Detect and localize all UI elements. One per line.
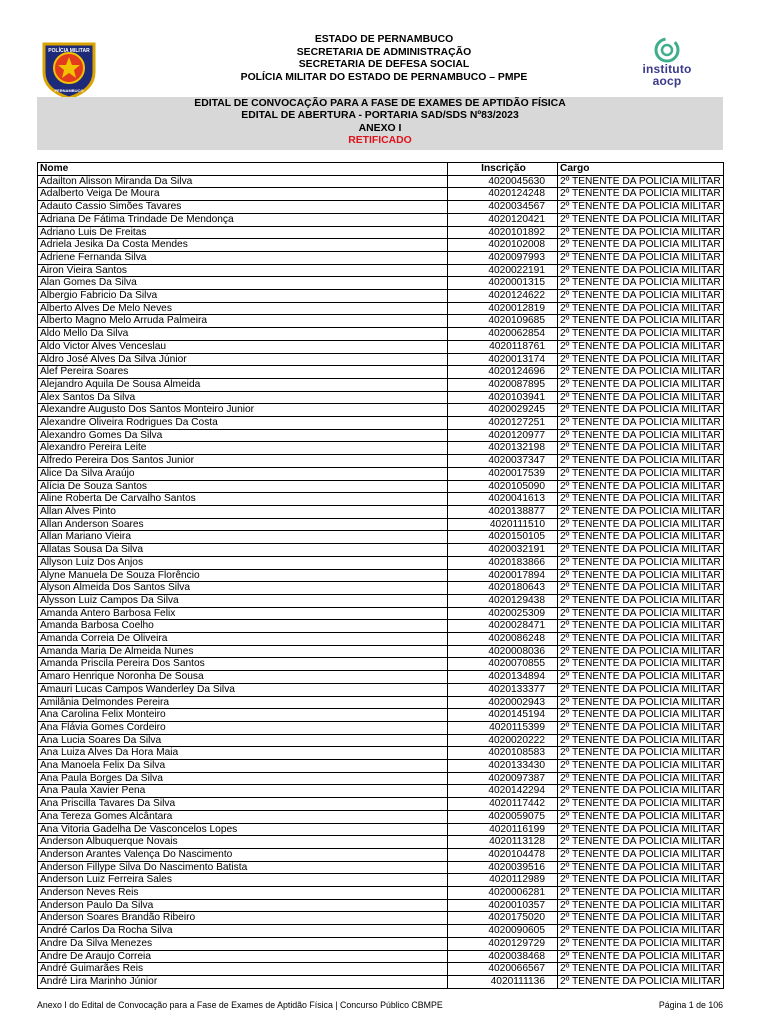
cell-nome: Amauri Lucas Campos Wanderley Da Silva [38, 683, 448, 696]
cell-cargo: 2º TENENTE DA POLÍCIA MILITAR [558, 582, 724, 595]
cell-nome: Aldro José Alves Da Silva Júnior [38, 353, 448, 366]
table-row [38, 340, 724, 353]
table-row [38, 976, 724, 989]
cell-nome: Airon Vieira Santos [38, 264, 448, 277]
page-number: Página 1 de 106 [658, 1000, 723, 1010]
cell-cargo: 2º TENENTE DA POLÍCIA MILITAR [558, 531, 724, 544]
header-line-defense: SECRETARIA DE DEFESA SOCIAL [298, 59, 470, 71]
cell-cargo: 2º TENENTE DA POLÍCIA MILITAR [558, 480, 724, 493]
cell-nome: Anderson Fillype Silva Do Nascimento Batista [38, 861, 448, 874]
cell-nome: Ana Paula Xavier Pena [38, 785, 448, 798]
cell-nome: Anderson Neves Reis [38, 887, 448, 900]
cell-inscricao: 4020037347 [448, 455, 558, 468]
cell-inscricao: 4020118761 [448, 340, 558, 353]
table-header-row [38, 163, 724, 176]
cell-nome: Anderson Albuquerque Novais [38, 836, 448, 849]
table-row [38, 378, 724, 391]
cell-inscricao: 4020124248 [448, 188, 558, 201]
cell-inscricao: 4020010357 [448, 899, 558, 912]
table-row [38, 226, 724, 239]
cell-inscricao: 4020115399 [448, 721, 558, 734]
cell-cargo: 2º TENENTE DA POLÍCIA MILITAR [558, 937, 724, 950]
cell-nome: Ana Flávia Gomes Cordeiro [38, 721, 448, 734]
table-row [38, 544, 724, 557]
footer-caption: Anexo I do Edital de Convocação para a Fase de Exames de Aptidão Física | Concurso Público CBMPE [37, 1000, 443, 1010]
cell-cargo: 2º TENENTE DA POLÍCIA MILITAR [558, 239, 724, 252]
instituto-aocp-logo [632, 37, 702, 97]
cell-cargo: 2º TENENTE DA POLÍCIA MILITAR [558, 429, 724, 442]
cell-inscricao: 4020116199 [448, 823, 558, 836]
cell-cargo: 2º TENENTE DA POLÍCIA MILITAR [558, 836, 724, 849]
table-row [38, 302, 724, 315]
table-row [38, 633, 724, 646]
cell-nome: Alexandro Gomes Da Silva [38, 429, 448, 442]
cell-inscricao: 4020006281 [448, 887, 558, 900]
table-row [38, 442, 724, 455]
cell-inscricao: 4020112989 [448, 874, 558, 887]
table-row [38, 925, 724, 938]
cell-cargo: 2º TENENTE DA POLÍCIA MILITAR [558, 798, 724, 811]
table-row [38, 810, 724, 823]
table-row [38, 937, 724, 950]
cell-nome: Alberto Magno Melo Arruda Palmeira [38, 315, 448, 328]
table-row [38, 277, 724, 290]
cell-nome: Andre Da Silva Menezes [38, 937, 448, 950]
table-row [38, 696, 724, 709]
cell-nome: Adailton Alisson Miranda Da Silva [38, 175, 448, 188]
table-row [38, 607, 724, 620]
header-line-admin: SECRETARIA DE ADMINISTRAÇÃO [296, 46, 472, 58]
cell-nome: Aline Roberta De Carvalho Santos [38, 493, 448, 506]
cell-inscricao: 4020145194 [448, 709, 558, 722]
table-row [38, 671, 724, 684]
cell-inscricao: 4020013174 [448, 353, 558, 366]
table-row [38, 429, 724, 442]
cell-cargo: 2º TENENTE DA POLÍCIA MILITAR [558, 709, 724, 722]
table-row [38, 645, 724, 658]
cell-inscricao: 4020134894 [448, 671, 558, 684]
cell-nome: Amanda Barbosa Coelho [38, 620, 448, 633]
cell-inscricao: 4020034567 [448, 201, 558, 214]
cell-inscricao: 4020129438 [448, 594, 558, 607]
cell-inscricao: 4020133377 [448, 683, 558, 696]
cell-cargo: 2º TENENTE DA POLÍCIA MILITAR [558, 353, 724, 366]
cell-inscricao: 4020097387 [448, 772, 558, 785]
cell-cargo: 2º TENENTE DA POLÍCIA MILITAR [558, 620, 724, 633]
cell-nome: Alexandro Pereira Leite [38, 442, 448, 455]
cell-nome: Adalberto Veiga De Moura [38, 188, 448, 201]
cell-inscricao: 4020120977 [448, 429, 558, 442]
cell-cargo: 2º TENENTE DA POLÍCIA MILITAR [558, 976, 724, 989]
cell-nome: Amanda Priscila Pereira Dos Santos [38, 658, 448, 671]
edital-title: EDITAL DE CONVOCAÇÃO PARA A FASE DE EXAMES DE APTIDÃO FÍSICA [194, 98, 566, 109]
cell-cargo: 2º TENENTE DA POLÍCIA MILITAR [558, 594, 724, 607]
table-row [38, 455, 724, 468]
cell-inscricao: 4020066567 [448, 963, 558, 976]
cell-nome: Ana Manoela Felix Da Silva [38, 760, 448, 773]
cell-inscricao: 4020001315 [448, 277, 558, 290]
table-row [38, 175, 724, 188]
cell-nome: Adauto Cassio Simões Tavares [38, 201, 448, 214]
cell-inscricao: 4020102008 [448, 239, 558, 252]
cell-inscricao: 4020142294 [448, 785, 558, 798]
cell-cargo: 2º TENENTE DA POLÍCIA MILITAR [558, 810, 724, 823]
cell-inscricao: 4020104478 [448, 848, 558, 861]
table-row [38, 480, 724, 493]
cell-nome: Alícia De Souza Santos [38, 480, 448, 493]
table-row [38, 785, 724, 798]
cell-inscricao: 4020008036 [448, 645, 558, 658]
header-line-pmpe: POLÍCIA MILITAR DO ESTADO DE PERNAMBUCO – PMPE [240, 71, 528, 83]
table-row [38, 353, 724, 366]
cell-cargo: 2º TENENTE DA POLÍCIA MILITAR [558, 861, 724, 874]
table-row [38, 366, 724, 379]
svg-text:POLÍCIA MILITAR: POLÍCIA MILITAR [48, 48, 90, 54]
cell-inscricao: 4020032191 [448, 544, 558, 557]
aocp-text-line1: instituto [642, 62, 692, 76]
cell-nome: Alberto Alves De Melo Neves [38, 302, 448, 315]
table-row [38, 569, 724, 582]
cell-inscricao: 4020138877 [448, 505, 558, 518]
cell-cargo: 2º TENENTE DA POLÍCIA MILITAR [558, 633, 724, 646]
cell-nome: Alex Santos Da Silva [38, 391, 448, 404]
table-row [38, 963, 724, 976]
table-row [38, 848, 724, 861]
aocp-mark-icon [654, 37, 680, 63]
cell-cargo: 2º TENENTE DA POLÍCIA MILITAR [558, 823, 724, 836]
cell-cargo: 2º TENENTE DA POLÍCIA MILITAR [558, 264, 724, 277]
cell-inscricao: 4020017539 [448, 467, 558, 480]
cell-nome: Alyne Manuela De Souza Florêncio [38, 569, 448, 582]
cell-cargo: 2º TENENTE DA POLÍCIA MILITAR [558, 569, 724, 582]
cell-cargo: 2º TENENTE DA POLÍCIA MILITAR [558, 467, 724, 480]
cell-inscricao: 4020113128 [448, 836, 558, 849]
cell-inscricao: 4020028471 [448, 620, 558, 633]
table-row [38, 823, 724, 836]
cell-inscricao: 4020109685 [448, 315, 558, 328]
cell-inscricao: 4020045630 [448, 175, 558, 188]
cell-cargo: 2º TENENTE DA POLÍCIA MILITAR [558, 544, 724, 557]
cell-cargo: 2º TENENTE DA POLÍCIA MILITAR [558, 226, 724, 239]
cell-cargo: 2º TENENTE DA POLÍCIA MILITAR [558, 505, 724, 518]
cell-inscricao: 4020039516 [448, 861, 558, 874]
table-row [38, 861, 724, 874]
cell-cargo: 2º TENENTE DA POLÍCIA MILITAR [558, 950, 724, 963]
organization-header [150, 34, 618, 84]
cell-cargo: 2º TENENTE DA POLÍCIA MILITAR [558, 315, 724, 328]
cell-inscricao: 4020029245 [448, 404, 558, 417]
table-row [38, 760, 724, 773]
table-row [38, 836, 724, 849]
table-row [38, 747, 724, 760]
cell-inscricao: 4020041613 [448, 493, 558, 506]
cell-nome: Albergio Fabricio Da Silva [38, 290, 448, 303]
table-row [38, 201, 724, 214]
cell-cargo: 2º TENENTE DA POLÍCIA MILITAR [558, 277, 724, 290]
table-row [38, 709, 724, 722]
cell-nome: Allyson Luiz Dos Anjos [38, 556, 448, 569]
cell-cargo: 2º TENENTE DA POLÍCIA MILITAR [558, 366, 724, 379]
table-row [38, 417, 724, 430]
cell-inscricao: 4020101892 [448, 226, 558, 239]
cell-inscricao: 4020090605 [448, 925, 558, 938]
cell-inscricao: 4020180643 [448, 582, 558, 595]
cell-nome: Andre De Araujo Correia [38, 950, 448, 963]
cell-cargo: 2º TENENTE DA POLÍCIA MILITAR [558, 417, 724, 430]
cell-inscricao: 4020117442 [448, 798, 558, 811]
cell-inscricao: 4020017894 [448, 569, 558, 582]
cell-nome: Amanda Maria De Almeida Nunes [38, 645, 448, 658]
cell-inscricao: 4020022191 [448, 264, 558, 277]
cell-cargo: 2º TENENTE DA POLÍCIA MILITAR [558, 785, 724, 798]
cell-cargo: 2º TENENTE DA POLÍCIA MILITAR [558, 442, 724, 455]
table-row [38, 899, 724, 912]
retificado-label: RETIFICADO [348, 134, 412, 146]
cell-nome: André Guimarães Reis [38, 963, 448, 976]
cell-inscricao: 4020175020 [448, 912, 558, 925]
cell-inscricao: 4020086248 [448, 633, 558, 646]
aocp-text-line2: aocp [652, 74, 682, 88]
cell-inscricao: 4020129729 [448, 937, 558, 950]
cell-inscricao: 4020120421 [448, 213, 558, 226]
cell-inscricao: 4020087895 [448, 378, 558, 391]
cell-inscricao: 4020012819 [448, 302, 558, 315]
cell-cargo: 2º TENENTE DA POLÍCIA MILITAR [558, 899, 724, 912]
table-row [38, 213, 724, 226]
cell-nome: Anderson Luiz Ferreira Sales [38, 874, 448, 887]
table-row [38, 404, 724, 417]
table-row [38, 188, 724, 201]
table-row [38, 772, 724, 785]
cell-inscricao: 4020025309 [448, 607, 558, 620]
cell-cargo: 2º TENENTE DA POLÍCIA MILITAR [558, 251, 724, 264]
cell-cargo: 2º TENENTE DA POLÍCIA MILITAR [558, 302, 724, 315]
svg-text:PERNAMBUCO: PERNAMBUCO [54, 88, 84, 93]
cell-cargo: 2º TENENTE DA POLÍCIA MILITAR [558, 912, 724, 925]
cell-cargo: 2º TENENTE DA POLÍCIA MILITAR [558, 658, 724, 671]
cell-cargo: 2º TENENTE DA POLÍCIA MILITAR [558, 391, 724, 404]
cell-nome: Adriano Luis De Freitas [38, 226, 448, 239]
cell-cargo: 2º TENENTE DA POLÍCIA MILITAR [558, 874, 724, 887]
cell-cargo: 2º TENENTE DA POLÍCIA MILITAR [558, 556, 724, 569]
pmpe-badge-logo [40, 38, 98, 100]
cell-cargo: 2º TENENTE DA POLÍCIA MILITAR [558, 201, 724, 214]
table-row [38, 734, 724, 747]
column-header-inscricao: Inscrição [448, 163, 558, 176]
cell-nome: Alfredo Pereira Dos Santos Junior [38, 455, 448, 468]
cell-nome: Amanda Antero Barbosa Felix [38, 607, 448, 620]
table-row [38, 264, 724, 277]
table-row [38, 467, 724, 480]
cell-nome: Ana Paula Borges Da Silva [38, 772, 448, 785]
cell-cargo: 2º TENENTE DA POLÍCIA MILITAR [558, 887, 724, 900]
cell-inscricao: 4020002943 [448, 696, 558, 709]
cell-inscricao: 4020127251 [448, 417, 558, 430]
table-row [38, 683, 724, 696]
cell-cargo: 2º TENENTE DA POLÍCIA MILITAR [558, 455, 724, 468]
cell-nome: André Lira Marinho Júnior [38, 976, 448, 989]
cell-nome: Aldo Mello Da Silva [38, 328, 448, 341]
cell-inscricao: 4020132198 [448, 442, 558, 455]
cell-cargo: 2º TENENTE DA POLÍCIA MILITAR [558, 378, 724, 391]
cell-cargo: 2º TENENTE DA POLÍCIA MILITAR [558, 671, 724, 684]
cell-cargo: 2º TENENTE DA POLÍCIA MILITAR [558, 772, 724, 785]
cell-inscricao: 4020108583 [448, 747, 558, 760]
cell-cargo: 2º TENENTE DA POLÍCIA MILITAR [558, 721, 724, 734]
cell-cargo: 2º TENENTE DA POLÍCIA MILITAR [558, 747, 724, 760]
cell-nome: Ana Carolina Felix Monteiro [38, 709, 448, 722]
column-header-cargo: Cargo [558, 163, 724, 176]
cell-nome: Alexandre Augusto Dos Santos Monteiro Junior [38, 404, 448, 417]
cell-cargo: 2º TENENTE DA POLÍCIA MILITAR [558, 760, 724, 773]
cell-nome: Ana Priscilla Tavares Da Silva [38, 798, 448, 811]
cell-cargo: 2º TENENTE DA POLÍCIA MILITAR [558, 328, 724, 341]
cell-cargo: 2º TENENTE DA POLÍCIA MILITAR [558, 175, 724, 188]
cell-nome: Adriana De Fátima Trindade De Mendonça [38, 213, 448, 226]
cell-nome: Amilânia Delmondes Pereira [38, 696, 448, 709]
cell-inscricao: 4020111136 [448, 976, 558, 989]
cell-inscricao: 4020124696 [448, 366, 558, 379]
cell-nome: Anderson Paulo Da Silva [38, 899, 448, 912]
cell-cargo: 2º TENENTE DA POLÍCIA MILITAR [558, 188, 724, 201]
cell-inscricao: 4020124622 [448, 290, 558, 303]
table-row [38, 315, 724, 328]
cell-nome: Alyson Almeida Dos Santos Silva [38, 582, 448, 595]
cell-inscricao: 4020097993 [448, 251, 558, 264]
cell-inscricao: 4020020222 [448, 734, 558, 747]
cell-nome: Ana Vitoria Gadelha De Vasconcelos Lopes [38, 823, 448, 836]
cell-cargo: 2º TENENTE DA POLÍCIA MILITAR [558, 518, 724, 531]
cell-nome: Alexandre Oliveira Rodrigues Da Costa [38, 417, 448, 430]
cell-inscricao: 4020150105 [448, 531, 558, 544]
table-row [38, 518, 724, 531]
cell-nome: Anderson Arantes Valença Do Nascimento [38, 848, 448, 861]
cell-inscricao: 4020062854 [448, 328, 558, 341]
cell-nome: Allatas Sousa Da Silva [38, 544, 448, 557]
cell-cargo: 2º TENENTE DA POLÍCIA MILITAR [558, 290, 724, 303]
table-row [38, 582, 724, 595]
cell-nome: Allan Mariano Vieira [38, 531, 448, 544]
table-row [38, 874, 724, 887]
cell-nome: Allan Anderson Soares [38, 518, 448, 531]
table-row [38, 505, 724, 518]
cell-cargo: 2º TENENTE DA POLÍCIA MILITAR [558, 404, 724, 417]
cell-nome: Ana Lucia Soares Da Silva [38, 734, 448, 747]
table-row [38, 251, 724, 264]
cell-inscricao: 4020105090 [448, 480, 558, 493]
table-row [38, 556, 724, 569]
table-row [38, 531, 724, 544]
table-row [38, 658, 724, 671]
cell-inscricao: 4020103941 [448, 391, 558, 404]
cell-nome: Ana Luiza Alves Da Hora Maia [38, 747, 448, 760]
cell-nome: Allan Alves Pinto [38, 505, 448, 518]
cell-cargo: 2º TENENTE DA POLÍCIA MILITAR [558, 213, 724, 226]
table-row [38, 887, 724, 900]
cell-inscricao: 4020070855 [448, 658, 558, 671]
cell-nome: Amaro Henrique Noronha De Sousa [38, 671, 448, 684]
cell-inscricao: 4020059075 [448, 810, 558, 823]
table-row [38, 620, 724, 633]
cell-nome: Alejandro Aquila De Sousa Almeida [38, 378, 448, 391]
table-row [38, 721, 724, 734]
cell-nome: Adriela Jesika Da Costa Mendes [38, 239, 448, 252]
cell-nome: Alysson Luiz Campos Da Silva [38, 594, 448, 607]
cell-nome: Alice Da Silva Araújo [38, 467, 448, 480]
cell-cargo: 2º TENENTE DA POLÍCIA MILITAR [558, 848, 724, 861]
table-row [38, 594, 724, 607]
cell-nome: André Carlos Da Rocha Silva [38, 925, 448, 938]
table-row [38, 328, 724, 341]
cell-inscricao: 4020183866 [448, 556, 558, 569]
cell-nome: Adriene Fernanda Silva [38, 251, 448, 264]
edital-subtitle: EDITAL DE ABERTURA - PORTARIA SAD/SDS Nº83/2023 [241, 110, 519, 122]
table-row [38, 493, 724, 506]
cell-nome: Amanda Correia De Oliveira [38, 633, 448, 646]
cell-nome: Anderson Soares Brandão Ribeiro [38, 912, 448, 925]
cell-cargo: 2º TENENTE DA POLÍCIA MILITAR [558, 493, 724, 506]
candidate-table [37, 162, 724, 989]
cell-cargo: 2º TENENTE DA POLÍCIA MILITAR [558, 607, 724, 620]
table-row [38, 290, 724, 303]
cell-inscricao: 4020111510 [448, 518, 558, 531]
cell-inscricao: 4020133430 [448, 760, 558, 773]
table-row [38, 912, 724, 925]
table-row [38, 239, 724, 252]
table-row [38, 950, 724, 963]
cell-nome: Alan Gomes Da Silva [38, 277, 448, 290]
cell-cargo: 2º TENENTE DA POLÍCIA MILITAR [558, 925, 724, 938]
annex-label: ANEXO I [358, 122, 402, 134]
table-row [38, 798, 724, 811]
cell-inscricao: 4020038468 [448, 950, 558, 963]
cell-nome: Ana Tereza Gomes Alcântara [38, 810, 448, 823]
cell-cargo: 2º TENENTE DA POLÍCIA MILITAR [558, 645, 724, 658]
cell-cargo: 2º TENENTE DA POLÍCIA MILITAR [558, 340, 724, 353]
column-header-nome: Nome [38, 163, 448, 176]
cell-nome: Aldo Victor Alves Venceslau [38, 340, 448, 353]
edital-banner [37, 97, 723, 150]
table-row [38, 391, 724, 404]
cell-nome: Alef Pereira Soares [38, 366, 448, 379]
cell-cargo: 2º TENENTE DA POLÍCIA MILITAR [558, 696, 724, 709]
header-line-state: ESTADO DE PERNAMBUCO [314, 34, 454, 45]
cell-cargo: 2º TENENTE DA POLÍCIA MILITAR [558, 734, 724, 747]
cell-cargo: 2º TENENTE DA POLÍCIA MILITAR [558, 683, 724, 696]
cell-cargo: 2º TENENTE DA POLÍCIA MILITAR [558, 963, 724, 976]
